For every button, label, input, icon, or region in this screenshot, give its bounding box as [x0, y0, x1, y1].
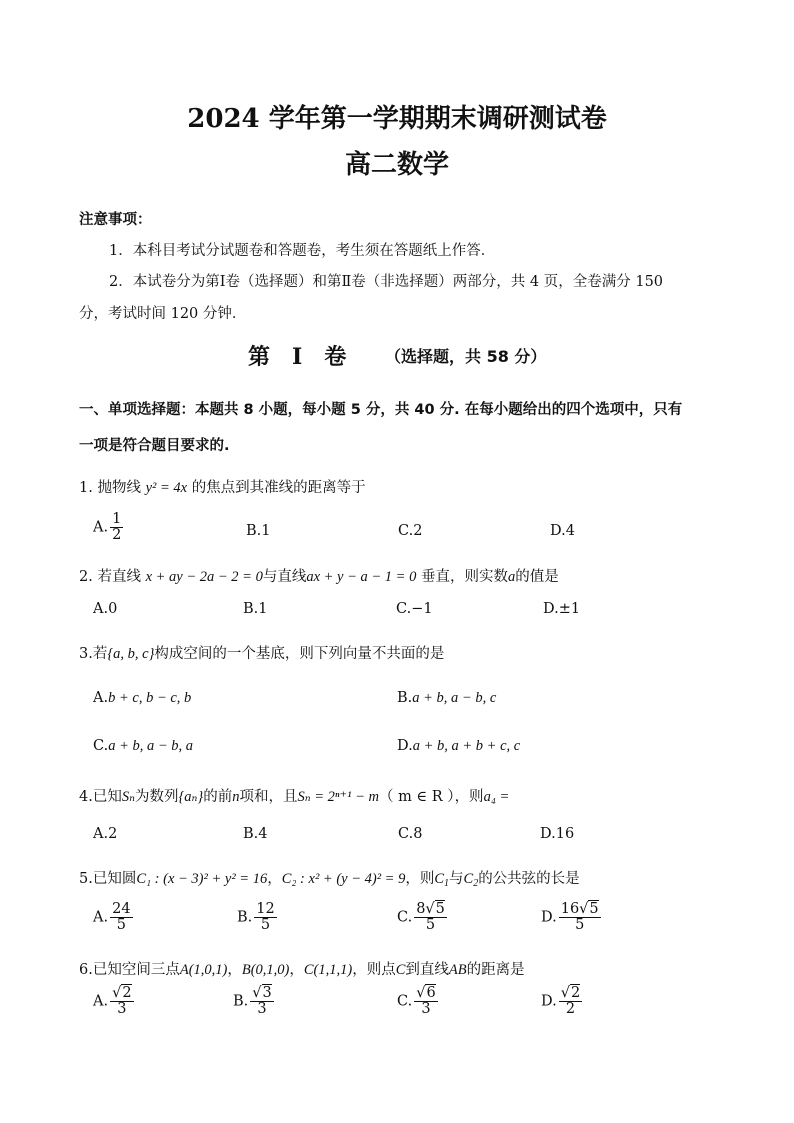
question-3: 3.若{a, b, c}构成空间的一个基底，则下列向量不共面的是 — [79, 646, 445, 662]
q1-option-c-value: 2 — [413, 523, 423, 539]
section-instruction-line1: 一、单项选择题：本题共 8 小题，每小题 5 分，共 40 分. 在每小题给出的四个选项中，只有 — [79, 402, 683, 418]
q2-option-c[interactable]: C.−1 — [396, 601, 433, 617]
q4-option-d[interactable]: D.16 — [540, 826, 575, 842]
q6-option-d[interactable]: D. $\frac{√2}{2}$ — [541, 985, 581, 1018]
q4-option-b[interactable]: B.4 — [243, 826, 268, 842]
notice-item-1: 1．本科目考试分试题卷和答题卷，考生须在答题纸上作答． — [109, 243, 496, 259]
q1-suffix: 的焦点到其准线的距离等于 — [191, 480, 366, 496]
question-4: 4.已知Sₙ为数列{aₙ}的前n项和，且Sₙ = 2ⁿ⁺¹ − m（ m ∈ R ），则a₄ = — [79, 789, 510, 805]
notice-item-2-line1: 2．本试卷分为第Ⅰ卷（选择题）和第Ⅱ卷（非选择题）两部分，共 4 页，全卷满分 150 — [109, 274, 664, 290]
q5-option-b[interactable]: B. $\frac{12}{5}$ — [237, 901, 275, 934]
q3-option-b[interactable]: B.a + b, a − b, c — [397, 690, 497, 706]
q1-option-b-value: 1 — [261, 523, 271, 539]
q1-option-a[interactable] — [93, 512, 123, 543]
part-note: （选择题，共 58 分） — [385, 347, 547, 366]
question-2: 2. 若直线 x + ay − 2a − 2 = 0与直线ax + y − a − 1 = 0 垂直，则实数a的值是 — [79, 569, 559, 585]
exam-title: 2024 学年第一学期期末调研测试卷 — [187, 104, 607, 134]
q1-option-c[interactable]: C.2 — [398, 523, 423, 539]
q6-option-a[interactable]: A. $\frac{√2}{3}$ — [93, 985, 132, 1018]
subject-title: 高二数学 — [344, 150, 449, 180]
notice-item-2-line2: 分，考试时间 120 分钟． — [79, 306, 247, 322]
question-5: 5.已知圆C₁ : (x − 3)² + y² = 16，C₂ : x² + (y − 4)² = 9，则$C_1$与$C_2$的公共弦的长是 — [79, 871, 580, 889]
label-a: A. — [93, 519, 109, 536]
q1-formula: y² = 4x — [145, 480, 188, 496]
q2-formula-2: ax + y − a − 1 = 0 — [306, 569, 417, 585]
question-6: 6.已知空间三点A(1,0,1)，B(0,1,0)，C(1,1,1)，则点C到直线AB的距离是 — [79, 962, 525, 978]
q6-option-c[interactable]: C. $\frac{√6}{3}$ — [397, 985, 436, 1018]
q3-option-c[interactable]: C.a + b, a − b, a — [93, 738, 194, 754]
q5-option-c[interactable]: C. $\frac{8√5}{5}$ — [397, 901, 445, 934]
q3-option-a[interactable]: A.b + c, b − c, b — [93, 690, 192, 706]
q1-option-b[interactable]: B.1 — [246, 523, 271, 539]
q1-prefix: 1. 抛物线 — [79, 480, 141, 496]
q1-option-d[interactable]: D.4 — [550, 523, 575, 539]
section-instruction-line2: 一项是符合题目要求的. — [79, 438, 230, 454]
notice-heading: 注意事项： — [79, 211, 152, 228]
q3-option-d[interactable]: D.a + b, a + b + c, c — [397, 738, 521, 754]
q2-formula-1: x + ay − 2a − 2 = 0 — [145, 569, 263, 585]
q1-option-a-value: $\frac{1}{2}$ — [112, 511, 122, 544]
q2-option-a[interactable]: A.0 — [93, 601, 118, 617]
q6-option-b[interactable]: B. $\frac{√3}{3}$ — [233, 985, 272, 1018]
q2-option-d[interactable]: D.±1 — [543, 601, 581, 617]
q4-option-c[interactable]: C.8 — [398, 826, 423, 842]
q3-basis: {a, b, c} — [107, 646, 155, 662]
part-heading: 第 Ⅰ 卷 — [248, 344, 347, 370]
q5-option-a[interactable]: A. $\frac{24}{5}$ — [93, 901, 131, 934]
question-1 — [79, 476, 366, 497]
q1-option-d-value: 4 — [565, 523, 575, 539]
q4-option-a[interactable]: A.2 — [93, 826, 118, 842]
q2-option-b[interactable]: B.1 — [243, 601, 268, 617]
q5-option-d[interactable]: D. $\frac{16√5}{5}$ — [541, 901, 599, 934]
